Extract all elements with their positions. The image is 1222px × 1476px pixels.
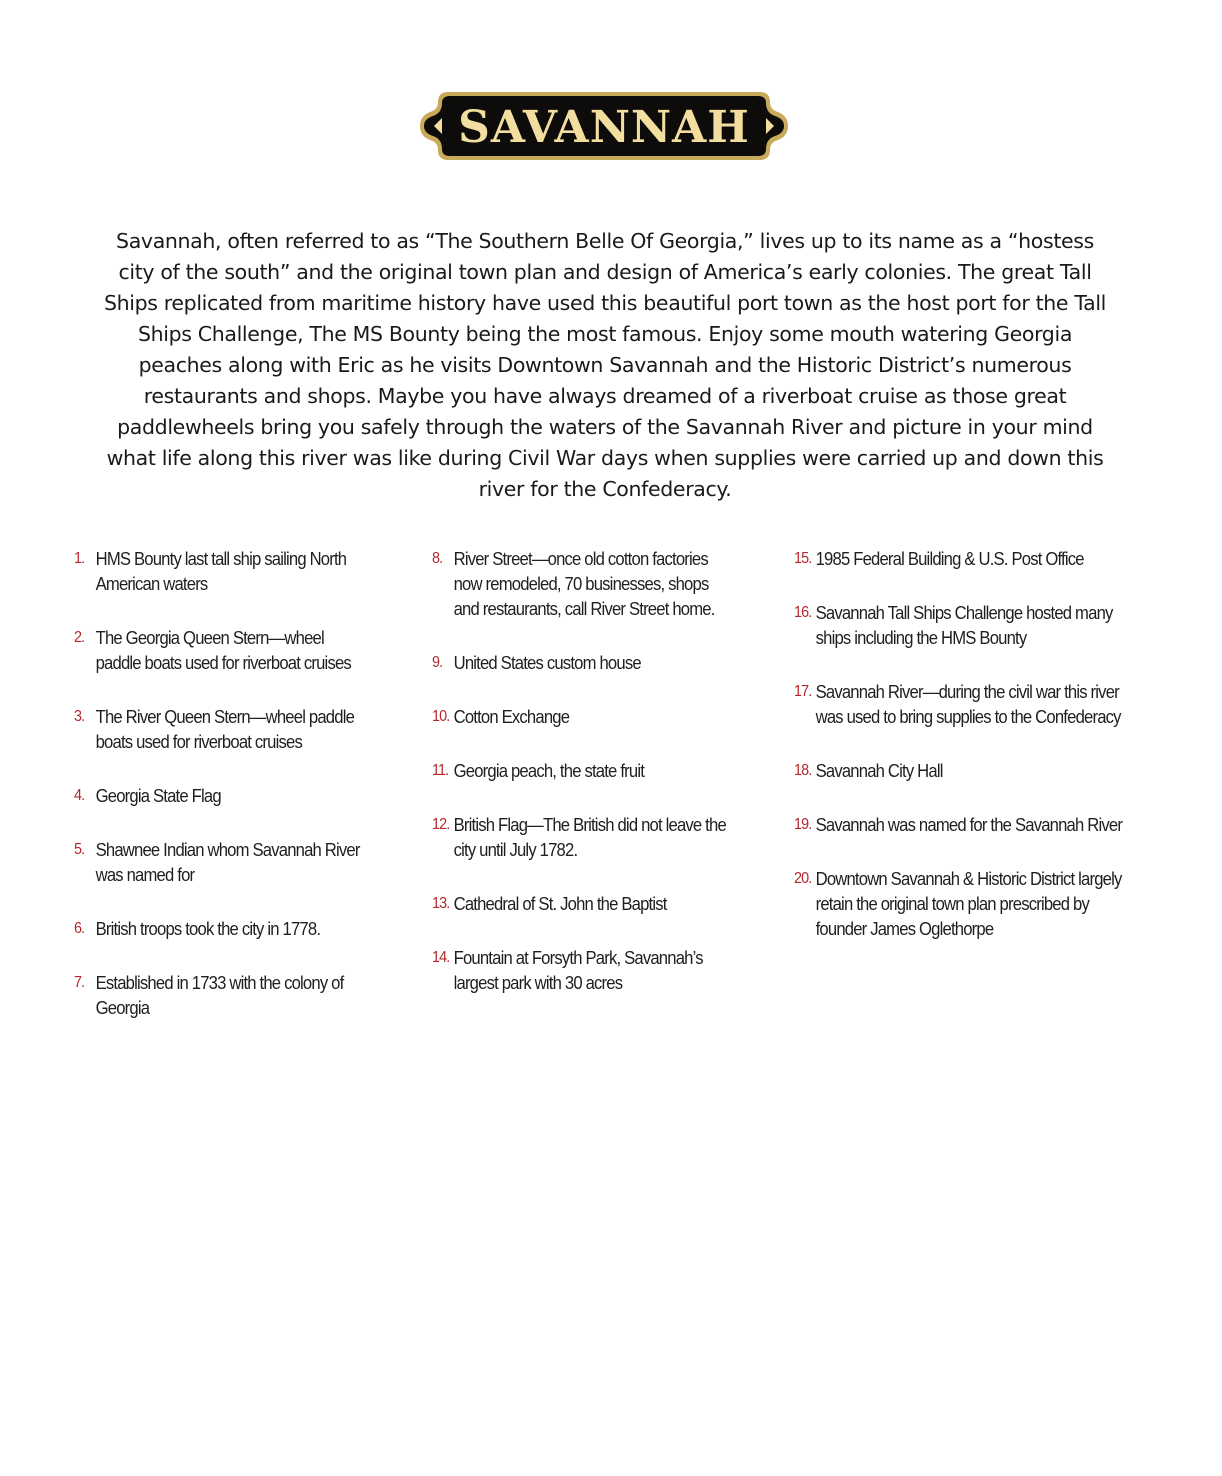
legend-column-1: [74, 546, 404, 1049]
legend-number: 14.: [432, 949, 450, 966]
legend-item: [432, 650, 729, 675]
legend-number: 13.: [432, 895, 450, 912]
legend-number: 3.: [74, 708, 85, 725]
legend-item: [74, 704, 371, 754]
legend-number: 10.: [432, 708, 450, 725]
legend-text: Shawnee Indian whom Savannah River was named for: [95, 839, 360, 885]
legend-text: Downtown Savannah & Historic District largely retain the original town plan prescribed by founder James Oglethorpe: [815, 868, 1122, 939]
legend-text: Cathedral of St. John the Baptist: [453, 893, 667, 914]
legend-item: [794, 546, 1127, 571]
legend-number: 5.: [74, 841, 85, 858]
legend-number: 17.: [794, 683, 812, 700]
legend-item: [432, 704, 729, 729]
legend-text: 1985 Federal Building & U.S. Post Office: [815, 548, 1084, 569]
legend-column-3: [794, 546, 1164, 970]
legend-text: Savannah City Hall: [815, 760, 943, 781]
legend-number: 7.: [74, 974, 85, 991]
legend-number: 6.: [74, 920, 85, 937]
legend-number: 8.: [432, 550, 443, 567]
legend-number: 11.: [432, 762, 449, 779]
legend-text: River Street—once old cotton factories now remodeled, 70 businesses, shops and restaurants, call River Street home.: [453, 548, 715, 619]
legend-number: 16.: [794, 604, 812, 621]
logo-title: SAVANNAH: [458, 102, 750, 153]
legend-text: British troops took the city in 1778.: [95, 918, 321, 939]
legend-number: 1.: [74, 550, 85, 567]
legend-text: Established in 1733 with the colony of Georgia: [95, 972, 344, 1018]
legend-number: 20.: [794, 870, 812, 887]
legend-text: Savannah was named for the Savannah River: [815, 814, 1123, 835]
legend-item: [74, 916, 371, 941]
legend-item: [74, 970, 371, 1020]
legend-item: [74, 625, 371, 675]
legend-item: [794, 866, 1127, 941]
legend-number: 9.: [432, 654, 443, 671]
legend-text: HMS Bounty last tall ship sailing North American waters: [95, 548, 347, 594]
legend-text: Georgia peach, the state fruit: [453, 760, 645, 781]
legend-number: 19.: [794, 816, 812, 833]
legend-item: [74, 837, 371, 887]
legend-item: [794, 600, 1127, 650]
legend-text: British Flag—The British did not leave the city until July 1782.: [453, 814, 726, 860]
legend-item: [432, 891, 729, 916]
legend-number: 15.: [794, 550, 812, 567]
legend-text: Fountain at Forsyth Park, Savannah’s largest park with 30 acres: [453, 947, 703, 993]
legend-item: [794, 758, 1127, 783]
legend-item: [432, 758, 729, 783]
legend-text: The River Queen Stern—wheel paddle boats used for riverboat cruises: [95, 706, 355, 752]
legend-item: [432, 812, 729, 862]
legend-item: [794, 679, 1127, 729]
legend-text: Savannah River—during the civil war this river was used to bring supplies to the Confederacy: [815, 681, 1121, 727]
legend-number: 4.: [74, 787, 85, 804]
legend-item: [794, 812, 1127, 837]
legend-text: United States custom house: [453, 652, 641, 673]
legend-item: [432, 546, 729, 621]
legend-text: The Georgia Queen Stern—wheel paddle boats used for riverboat cruises: [95, 627, 351, 673]
legend-number: 2.: [74, 629, 85, 646]
intro-paragraph: Savannah, often referred to as “The Southern Belle Of Georgia,” lives up to its name as a “hostess city of the south” and the original town plan and design of America’s early colonies. The great Tall Ships replicated from maritime history have used this beautiful port town as the host port for the Tall Ships Challenge, The MS Bounty being the most famous. Enjoy some mouth watering Georgia peaches along with Eric as he visits Downtown Savannah and the Historic District’s numerous restaurants and shops. Maybe you have always dreamed of a riverboat cruise as those great paddlewheels bring you safely through the waters of the Savannah River and picture in your mind what life along this river was like during Civil War days when supplies were carried up and down this river for the Confederacy.: [103, 229, 1107, 501]
savannah-logo-plaque: [418, 90, 790, 162]
legend-number: 12.: [432, 816, 450, 833]
legend-text: Savannah Tall Ships Challenge hosted many ships including the HMS Bounty: [815, 602, 1113, 648]
legend-item: [74, 783, 371, 808]
legend-text: Cotton Exchange: [453, 706, 570, 727]
savannah-logo: [418, 90, 790, 162]
legend-number: 18.: [794, 762, 812, 779]
legend-text: Georgia State Flag: [95, 785, 221, 806]
legend-column-2: [432, 546, 762, 1024]
legend-item: [432, 945, 729, 995]
legend-item: [74, 546, 371, 596]
